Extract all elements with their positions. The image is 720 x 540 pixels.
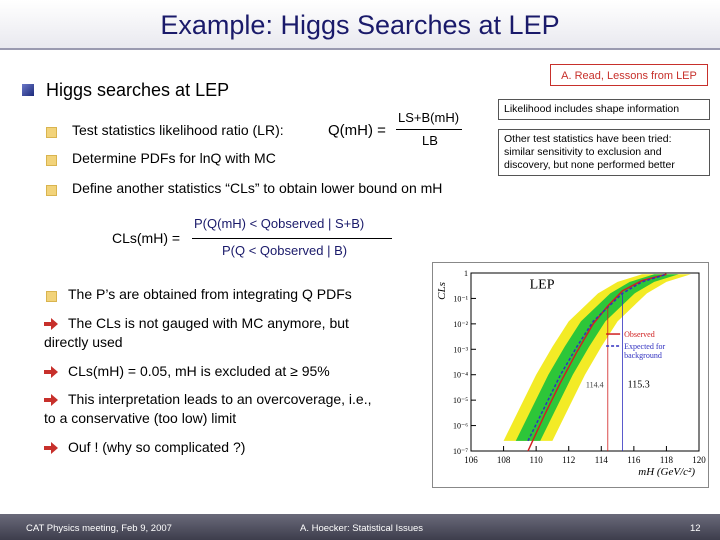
y-tick-label: 10⁻² bbox=[453, 319, 468, 329]
bullet-lr: Test statistics likelihood ratio (LR): bbox=[72, 122, 284, 138]
section-heading: Higgs searches at LEP bbox=[46, 80, 230, 100]
slide-title: Example: Higgs Searches at LEP bbox=[160, 10, 560, 40]
bullet-integrating: The P’s are obtained from integrating Q PDFs bbox=[68, 286, 352, 302]
annotation-expected: 115.3 bbox=[627, 379, 650, 391]
x-tick-label: 108 bbox=[496, 455, 511, 465]
cls-formula-numerator: P(Q(mH) < Qobserved | S+B) bbox=[194, 216, 365, 231]
reference-box: A. Read, Lessons from LEP bbox=[550, 64, 708, 86]
x-axis-label: mH (GeV/c²) bbox=[638, 466, 695, 478]
arrow-bullet-icon bbox=[44, 394, 58, 406]
x-tick-label: 106 bbox=[464, 455, 478, 465]
fraction-line bbox=[192, 238, 392, 239]
bullet-cls: Define another statistics “CLs” to obtain lower bound on mH bbox=[72, 180, 443, 196]
y-tick-label: 1 bbox=[464, 269, 468, 278]
legend-expected-label-line: Expected for bbox=[624, 342, 666, 352]
arrow-bullet-icon bbox=[44, 318, 58, 330]
lr-formula bbox=[326, 108, 466, 154]
sub-bullet-gauged-cont: directly used bbox=[44, 334, 123, 350]
footer-page-number: 12 bbox=[690, 523, 701, 534]
x-tick-label: 114 bbox=[594, 455, 608, 465]
cls-formula-lhs: CLs(mH) = bbox=[112, 230, 181, 246]
x-tick-label: 110 bbox=[529, 455, 543, 465]
footer-meeting: CAT Physics meeting, Feb 9, 2007 bbox=[26, 523, 172, 534]
sub-bullet-overcoverage-cont: to a conservative (too low) limit bbox=[44, 410, 237, 426]
lr-formula-lhs: Q(mH) = bbox=[328, 122, 386, 139]
y-tick-label: 10⁻⁴ bbox=[452, 370, 468, 380]
y-tick-label: 10⁻¹ bbox=[453, 294, 468, 304]
cls-formula bbox=[112, 214, 402, 266]
sub-bullet-gauged: The CLs is not gauged with MC anymore, but bbox=[68, 315, 349, 331]
lr-formula-numerator: LS+B(mH) bbox=[398, 110, 460, 125]
fraction-line bbox=[396, 129, 462, 130]
arrow-bullet-icon bbox=[44, 442, 58, 454]
y-tick-label: 10⁻⁵ bbox=[452, 396, 468, 406]
legend-observed-label: Observed bbox=[624, 330, 655, 340]
legend-expected-label-line: background bbox=[624, 351, 662, 361]
y-tick-label: 10⁻³ bbox=[453, 345, 468, 355]
sub-bullet-ouf: Ouf ! (why so complicated ?) bbox=[68, 439, 246, 455]
cls-plot bbox=[432, 262, 709, 488]
arrow-bullet-icon bbox=[44, 366, 58, 378]
square-bullet-icon bbox=[46, 185, 57, 196]
sub-bullet-overcoverage: This interpretation leads to an overcoverage, i.e., bbox=[68, 391, 372, 407]
bullet-pdfs: Determine PDFs for lnQ with MC bbox=[72, 150, 276, 166]
y-tick-label: 10⁻⁶ bbox=[452, 421, 468, 431]
footer-author: A. Hoecker: Statistical Issues bbox=[300, 523, 424, 534]
legend-expected-label bbox=[624, 342, 665, 360]
title-bar bbox=[0, 0, 720, 50]
square-bullet-icon bbox=[46, 155, 57, 166]
note-shape-information: Likelihood includes shape information bbox=[498, 99, 710, 120]
x-tick-label: 118 bbox=[659, 455, 674, 465]
chart-title: LEP bbox=[529, 277, 555, 293]
lr-formula-denominator: LB bbox=[422, 133, 438, 148]
section-bullet-icon bbox=[22, 84, 34, 96]
x-tick-label: 116 bbox=[627, 455, 641, 465]
square-bullet-icon bbox=[46, 291, 57, 302]
x-tick-label: 120 bbox=[692, 455, 706, 465]
note-other-statistics: Other test statistics have been tried: similar sensitivity to exclusion and discovery, but none performed better bbox=[498, 129, 710, 176]
cls-formula-denominator: P(Q < Qobserved | B) bbox=[222, 243, 348, 258]
annotation-observed: 114.4 bbox=[585, 380, 604, 390]
cls-plot-svg bbox=[433, 263, 708, 487]
x-tick-label: 112 bbox=[562, 455, 576, 465]
sub-bullet-exclusion: CLs(mH) = 0.05, mH is excluded at ≥ 95% bbox=[68, 363, 330, 379]
y-tick-label: 10⁻⁷ bbox=[452, 447, 468, 456]
y-axis-label: CLs bbox=[436, 282, 448, 300]
square-bullet-icon bbox=[46, 127, 57, 138]
footer-bar bbox=[0, 514, 720, 540]
